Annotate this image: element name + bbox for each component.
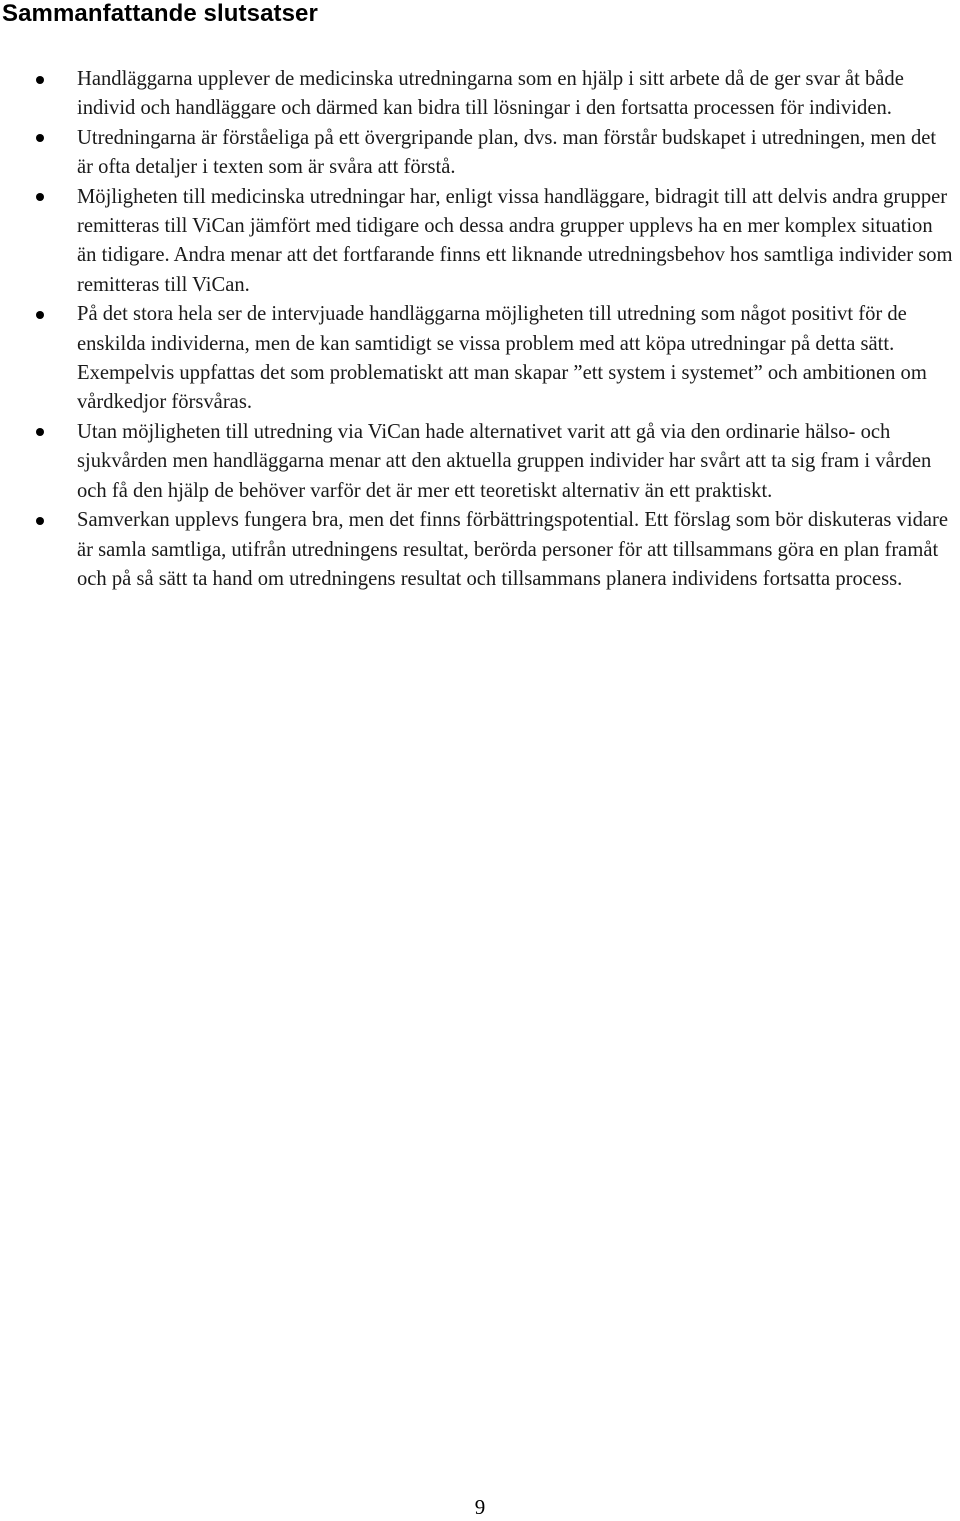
bullet-item [0, 65, 960, 124]
bullet-text: Handläggarna upplever de medicinska utredningarna som en hjälp i sitt arbete då de ger svar åt både individ och handläggare och därmed kan bidra till lösningar i den fortsatta processen för individen. [77, 68, 904, 120]
bullet-text: Möjligheten till medicinska utredningar har, enligt vissa handläggare, bidragit till att delvis andra grupper remitteras till ViCan jämfört med tidigare och dessa andra grupper upplevs ha en mer komplex situation än tidigare. Andra menar att det fortfarande finns ett liknande utredningsbehov hos samtliga individer som remitteras till ViCan. [77, 185, 953, 296]
bullet-icon [36, 76, 44, 84]
bullet-text: På det stora hela ser de intervjuade handläggarna möjligheten till utredning som något positivt för de enskilda individerna, men de kan samtidigt se vissa problem med att köpa utredningar på detta sätt. Exempelvis uppfattas det som problematiskt att man skapar ”ett system i systemet” och ambitionen om vårdkedjor försvåras. [77, 303, 927, 414]
bullet-item [0, 183, 960, 301]
bullet-icon [36, 428, 44, 436]
bullet-text: Samverkan upplevs fungera bra, men det finns förbättringspotential. Ett förslag som bör diskuteras vidare är samla samtliga, utifrån utredningens resultat, berörda personer för att tillsammans göra en plan framåt och på så sätt ta hand om utredningens resultat och tillsammans planera individens fortsatta process. [77, 509, 949, 590]
conclusions-list [0, 65, 960, 594]
bullet-item [0, 506, 960, 594]
bullet-icon [36, 311, 44, 319]
page-number: 9 [474, 1495, 486, 1519]
bullet-text: Utan möjligheten till utredning via ViCan hade alternativet varit att gå via den ordinarie hälso- och sjukvården men handläggarna menar att den aktuella gruppen individer har svårt att ta sig fram i vården och få den hjälp de behöver varför det är mer ett teoretiskt alternativ än ett praktiskt. [77, 420, 932, 502]
bullet-icon [36, 134, 44, 142]
bullet-icon [36, 193, 44, 201]
bullet-text: Utredningarna är förståeliga på ett övergripande plan, dvs. man förstår budskapet i utredningen, men det är ofta detaljer i texten som är svåra att förstå. [77, 126, 937, 179]
bullet-item [0, 418, 960, 506]
bullet-item [0, 124, 960, 183]
page-heading: Sammanfattande slutsatser [2, 0, 318, 27]
bullet-icon [36, 517, 44, 525]
bullet-item [0, 300, 960, 418]
